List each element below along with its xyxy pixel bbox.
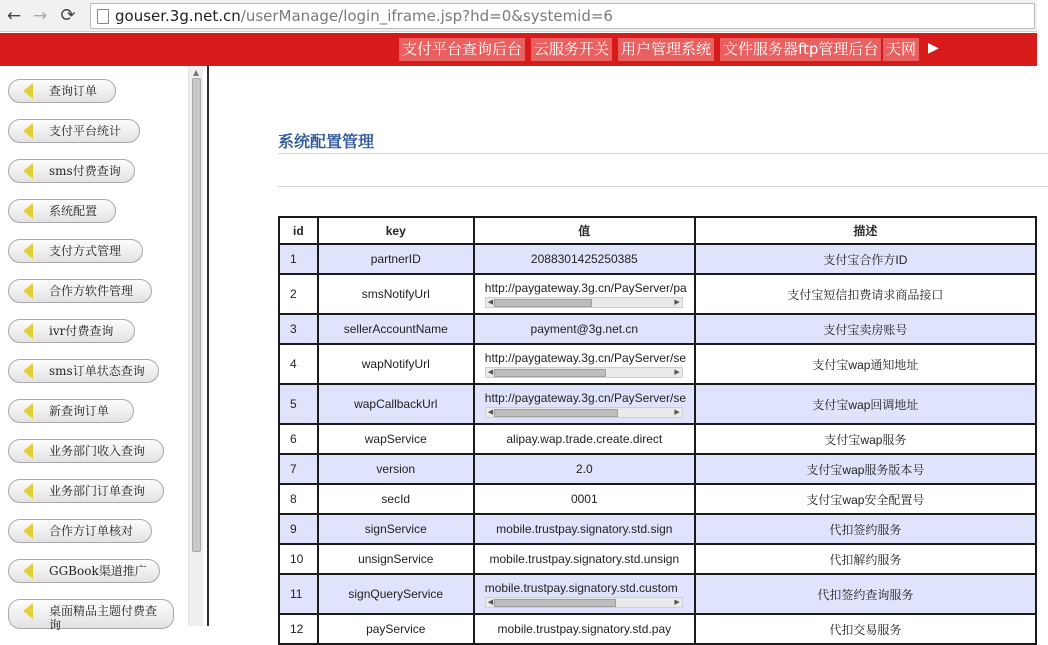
cell-horizontal-scrollbar[interactable]	[485, 407, 683, 418]
sidebar-item-new-query-orders[interactable]: 新查询订单	[8, 399, 134, 423]
sidebar-item-payment-methods[interactable]: 支付方式管理	[8, 239, 143, 263]
url-text[interactable]: gouser.3g.net.cn/userManage/login_iframe.jsp?hd=0&systemid=6	[115, 7, 613, 25]
top-link-cloud-switch[interactable]: 云服务开关	[531, 38, 612, 61]
table-row	[279, 244, 1036, 274]
scroll-right-icon[interactable]: ▶	[674, 409, 680, 416]
cell-description: 支付宝短信扣费请求商品接口	[695, 274, 1036, 314]
arrow-left-icon	[23, 403, 33, 419]
cell-key: wapService	[318, 424, 474, 454]
top-link-pay-query[interactable]: 支付平台查询后台	[399, 38, 525, 61]
sidebar-item-partner-software[interactable]: 合作方软件管理	[8, 279, 152, 303]
section-divider	[278, 186, 1048, 187]
table-row	[279, 614, 1036, 644]
cell-description: 支付宝wap服务	[695, 424, 1036, 454]
cell-id: 11	[279, 574, 318, 614]
cell-value-text: mobile.trustpay.signatory.std.custom	[484, 581, 678, 595]
arrow-left-icon	[23, 563, 33, 579]
cell-id: 5	[279, 384, 318, 424]
cell-description: 代扣签约查询服务	[695, 574, 1036, 614]
sidebar-item-dept-income[interactable]: 业务部门收入查询	[8, 439, 164, 463]
cell-value: 2088301425250385	[474, 244, 695, 274]
cell-id: 3	[279, 314, 318, 344]
cell-description: 支付宝wap通知地址	[695, 344, 1036, 384]
scroll-right-icon[interactable]: ▶	[674, 369, 680, 376]
cell-description: 支付宝wap回调地址	[695, 384, 1036, 424]
more-arrow-icon[interactable]: ▶	[928, 40, 939, 56]
browser-toolbar	[0, 0, 1037, 32]
top-link-tianwang[interactable]: 天网	[883, 38, 919, 61]
cell-key: version	[318, 454, 474, 484]
cell-key: signQueryService	[318, 574, 474, 614]
main-content	[210, 66, 1037, 637]
sidebar	[0, 66, 203, 632]
cell-description: 支付宝卖房账号	[695, 314, 1036, 344]
scroll-right-icon[interactable]: ▶	[674, 599, 680, 606]
sidebar-item-sms-pay-query[interactable]: sms付费查询	[8, 159, 135, 183]
sidebar-item-dept-orders[interactable]: 业务部门订单查询	[8, 479, 164, 503]
scroll-left-icon[interactable]: ◀	[487, 369, 494, 376]
cell-value: mobile.trustpay.signatory.std.unsign	[474, 544, 695, 574]
address-bar[interactable]	[90, 3, 1035, 29]
top-navigation	[0, 33, 1037, 66]
cell-id: 6	[279, 424, 318, 454]
scroll-right-icon[interactable]: ▶	[674, 299, 680, 306]
sidebar-item-pay-stats[interactable]: 支付平台统计	[8, 119, 140, 143]
cell-key: secId	[318, 484, 474, 514]
cell-id: 2	[279, 274, 318, 314]
top-link-ftp-admin[interactable]: 文件服务器ftp管理后台	[720, 38, 881, 61]
cell-key: wapNotifyUrl	[318, 344, 474, 384]
reload-icon[interactable]: ⟳	[60, 5, 76, 26]
cell-key: unsignService	[318, 544, 474, 574]
arrow-left-icon	[23, 443, 33, 459]
arrow-left-icon	[23, 603, 33, 619]
cell-key: payService	[318, 614, 474, 644]
table-row	[279, 384, 1036, 424]
sidebar-item-partner-order-check[interactable]: 合作方订单核对	[8, 519, 152, 543]
scroll-up-icon[interactable]: ▲	[193, 68, 200, 77]
sidebar-item-ggbook-promo[interactable]: GGBook渠道推广	[8, 559, 160, 583]
back-icon[interactable]: ←	[6, 6, 22, 26]
scroll-left-icon[interactable]: ◀	[487, 409, 494, 416]
table-header-row	[279, 217, 1036, 244]
cell-id: 7	[279, 454, 318, 484]
table-row	[279, 424, 1036, 454]
column-header-value: 值	[474, 217, 695, 244]
cell-value[interactable]	[474, 574, 695, 614]
table-row	[279, 344, 1036, 384]
cell-key: smsNotifyUrl	[318, 274, 474, 314]
sidebar-item-query-orders[interactable]: 查询订单	[8, 79, 116, 103]
table-row	[279, 274, 1036, 314]
cell-value-text: http://paygateway.3g.cn/PayServer/pa	[484, 281, 687, 295]
cell-horizontal-scrollbar[interactable]	[485, 297, 683, 308]
scroll-left-icon[interactable]: ◀	[487, 299, 494, 306]
cell-value: alipay.wap.trade.create.direct	[474, 424, 695, 454]
forward-icon[interactable]: →	[32, 6, 48, 26]
cell-horizontal-scrollbar[interactable]	[485, 597, 683, 608]
cell-value[interactable]	[474, 274, 695, 314]
cell-value: payment@3g.net.cn	[474, 314, 695, 344]
sidebar-item-ivr-pay-query[interactable]: ivr付费查询	[8, 319, 135, 343]
arrow-left-icon	[23, 363, 33, 379]
cell-value: mobile.trustpay.signatory.std.pay	[474, 614, 695, 644]
cell-id: 12	[279, 614, 318, 644]
arrow-left-icon	[23, 243, 33, 259]
cell-value[interactable]	[474, 344, 695, 384]
cell-value[interactable]	[474, 384, 695, 424]
arrow-left-icon	[23, 123, 33, 139]
cell-description: 支付宝wap安全配置号	[695, 484, 1036, 514]
scroll-left-icon[interactable]: ◀	[487, 599, 494, 606]
column-header-key: key	[318, 217, 474, 244]
arrow-left-icon	[23, 83, 33, 99]
table-row	[279, 454, 1036, 484]
page-icon	[97, 9, 109, 24]
arrow-left-icon	[23, 283, 33, 299]
table-row	[279, 514, 1036, 544]
table-row	[279, 484, 1036, 514]
arrow-left-icon	[23, 203, 33, 219]
cell-horizontal-scrollbar[interactable]	[485, 367, 683, 378]
cell-scroll-thumb[interactable]	[494, 369, 606, 377]
arrow-left-icon	[23, 163, 33, 179]
table-row	[279, 574, 1036, 614]
page-title: 系统配置管理	[278, 132, 375, 151]
cell-value: 2.0	[474, 454, 695, 484]
sidebar-item-sms-order-status[interactable]: sms订单状态查询	[8, 359, 159, 383]
cell-value: 0001	[474, 484, 695, 514]
cell-value-text: http://paygateway.3g.cn/PayServer/se	[484, 351, 686, 365]
title-divider	[278, 153, 1048, 154]
sidebar-item-theme-pay-query[interactable]: 桌面精品主题付费查询	[8, 599, 174, 629]
cell-description: 支付宝wap服务版本号	[695, 454, 1036, 484]
column-header-description: 描述	[695, 217, 1036, 244]
cell-scroll-thumb[interactable]	[494, 299, 592, 307]
cell-id: 10	[279, 544, 318, 574]
sidebar-scroll-thumb[interactable]	[192, 78, 201, 552]
top-link-user-management[interactable]: 用户管理系统	[618, 38, 714, 61]
cell-scroll-thumb[interactable]	[494, 409, 618, 417]
cell-value: mobile.trustpay.signatory.std.sign	[474, 514, 695, 544]
cell-description: 支付宝合作方ID	[695, 244, 1036, 274]
cell-description: 代扣签约服务	[695, 514, 1036, 544]
arrow-left-icon	[23, 523, 33, 539]
cell-key: signService	[318, 514, 474, 544]
cell-scroll-thumb[interactable]	[494, 599, 616, 607]
cell-id: 8	[279, 484, 318, 514]
arrow-left-icon	[23, 483, 33, 499]
arrow-left-icon	[23, 323, 33, 339]
cell-id: 1	[279, 244, 318, 274]
cell-id: 9	[279, 514, 318, 544]
cell-description: 代扣交易服务	[695, 614, 1036, 644]
cell-id: 4	[279, 344, 318, 384]
sidebar-scrollbar[interactable]	[188, 66, 203, 626]
cell-key: partnerID	[318, 244, 474, 274]
table-row	[279, 314, 1036, 344]
cell-key: sellerAccountName	[318, 314, 474, 344]
cell-value-text: http://paygateway.3g.cn/PayServer/se	[484, 391, 686, 405]
column-header-id: id	[279, 217, 318, 244]
config-table	[278, 216, 1037, 645]
cell-description: 代扣解约服务	[695, 544, 1036, 574]
sidebar-item-system-config[interactable]: 系统配置	[8, 199, 116, 223]
cell-key: wapCallbackUrl	[318, 384, 474, 424]
frame-divider	[207, 66, 209, 626]
table-row	[279, 544, 1036, 574]
